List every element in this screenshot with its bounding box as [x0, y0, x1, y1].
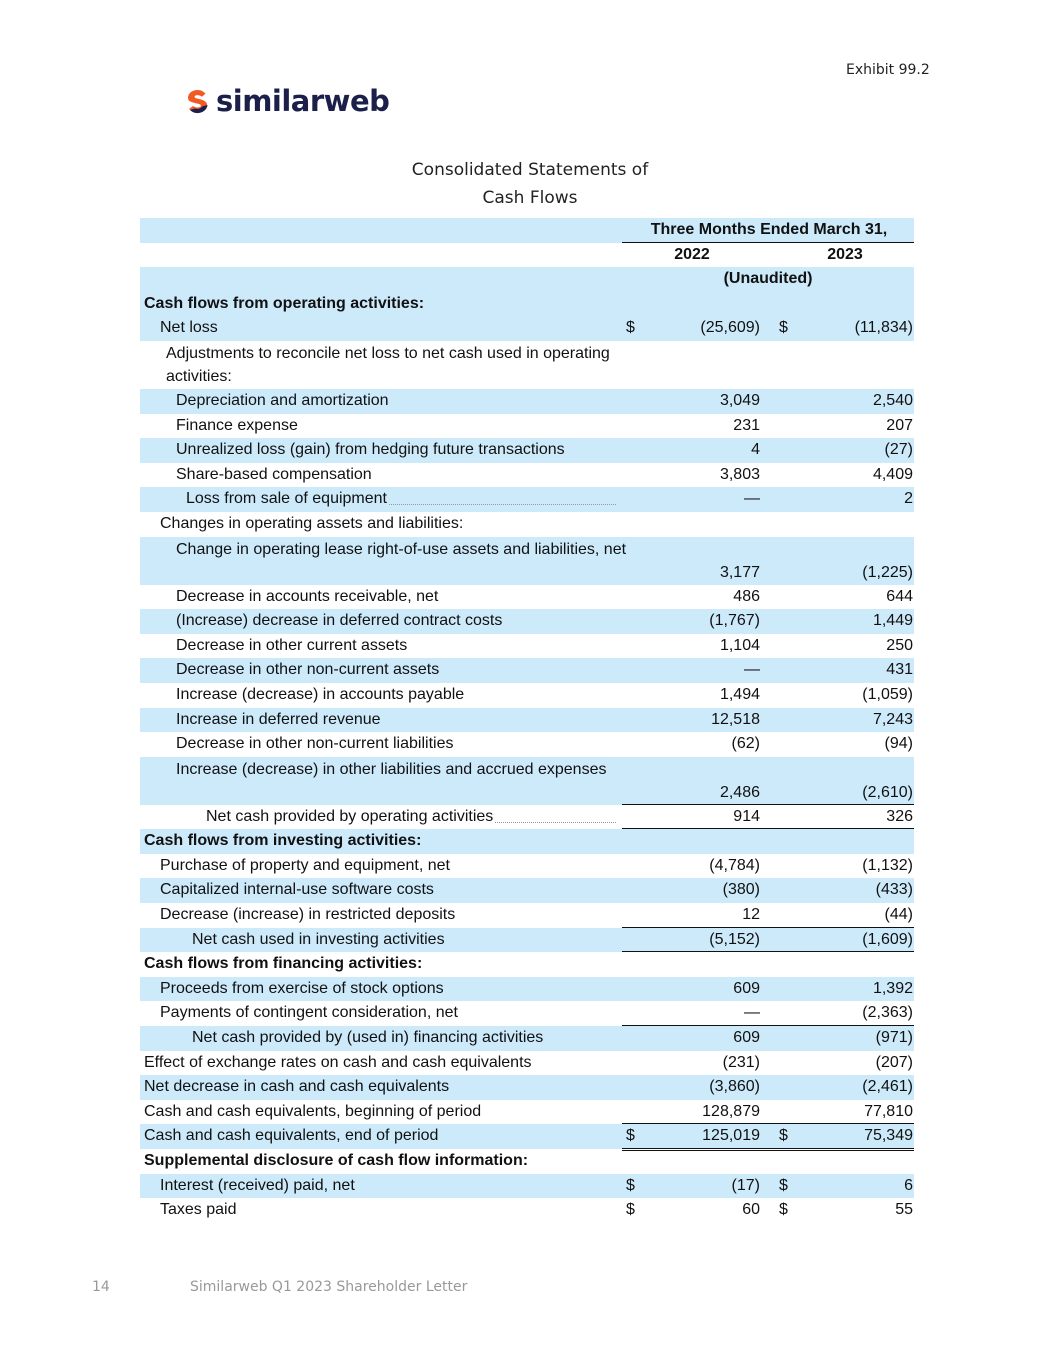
value-2023: (433) — [875, 881, 913, 899]
row-label: Cash and cash equivalents, beginning of period — [144, 1102, 482, 1120]
table-row — [140, 732, 914, 757]
row-label: Purchase of property and equipment, net — [160, 856, 450, 874]
row-label: Increase (decrease) in accounts payable — [176, 685, 465, 703]
row-label: Cash flows from operating activities: — [144, 294, 425, 312]
row-label: Effect of exchange rates on cash and cash equivalents — [144, 1053, 532, 1071]
value-2023: (2,461) — [862, 1078, 913, 1096]
value-2022: 3,049 — [719, 391, 760, 409]
row-label: Net decrease in cash and cash equivalents — [144, 1078, 450, 1096]
table-row — [140, 1001, 914, 1026]
row-label: Decrease (increase) in restricted deposits — [160, 906, 456, 924]
value-2023: (1,059) — [862, 685, 913, 703]
value-2022: (62) — [731, 735, 760, 753]
footer-text: Similarweb Q1 2023 Shareholder Letter — [190, 1279, 468, 1295]
value-2022: 1,104 — [719, 636, 760, 654]
value-2023: 2 — [904, 490, 913, 508]
value-2022: 1,494 — [719, 685, 760, 703]
leader-dots — [495, 822, 616, 823]
row-label: (Increase) decrease in deferred contract costs — [176, 612, 503, 630]
row-label: Unrealized loss (gain) from hedging future transactions — [176, 441, 565, 459]
leader-dots — [389, 504, 616, 505]
currency-symbol-2023: $ — [779, 319, 788, 337]
value-2022: (1,767) — [709, 612, 760, 630]
value-2023: 77,810 — [864, 1102, 913, 1120]
value-2023: (1,225) — [862, 563, 913, 581]
table-row — [140, 1124, 914, 1149]
currency-symbol-2023: $ — [779, 1176, 788, 1194]
period-header: Three Months Ended March 31, — [650, 221, 888, 238]
currency-symbol-2022: $ — [626, 1201, 635, 1219]
table-row — [140, 928, 914, 953]
value-2022: (380) — [722, 881, 760, 899]
currency-symbol-2022: $ — [626, 1176, 635, 1194]
table-row — [140, 683, 914, 708]
table-row — [140, 316, 914, 341]
row-label: Cash flows from investing activities: — [144, 832, 422, 850]
table-row — [140, 585, 914, 610]
row-label: Decrease in other current assets — [176, 636, 408, 654]
value-2023: (971) — [875, 1029, 913, 1047]
row-label: Finance expense — [176, 416, 298, 434]
row-label: Net cash provided by (used in) financing activities — [192, 1029, 544, 1047]
table-row — [140, 414, 914, 439]
unaudited-header: (Unaudited) — [723, 270, 813, 288]
row-label: Net cash provided by operating activities — [206, 807, 494, 825]
table-row — [140, 878, 914, 903]
similarweb-logo — [186, 84, 389, 118]
table-row — [140, 952, 914, 977]
value-2022: 2,486 — [719, 783, 760, 801]
row-label: Decrease in other non-current assets — [176, 661, 440, 679]
table-row — [140, 658, 914, 683]
year-2023-header: 2023 — [827, 245, 863, 263]
row-label: Cash and cash equivalents, end of period — [144, 1127, 439, 1145]
value-2023: 4,409 — [872, 465, 913, 483]
row-label: Taxes paid — [160, 1201, 237, 1219]
value-2023: 644 — [886, 587, 913, 605]
table-header-period-row — [140, 218, 914, 243]
row-label: Share-based compensation — [176, 465, 372, 483]
value-2023: (2,610) — [862, 783, 913, 801]
value-2022: 125,019 — [702, 1127, 760, 1145]
value-2022: (25,609) — [700, 319, 760, 337]
cash-flow-table — [140, 218, 914, 1223]
value-2023: (44) — [884, 906, 913, 924]
row-label: Proceeds from exercise of stock options — [160, 979, 444, 997]
value-2023: (11,834) — [854, 319, 913, 337]
value-2023: (1,609) — [862, 930, 913, 948]
row-label: Decrease in accounts receivable, net — [176, 587, 439, 605]
row-label: Changes in operating assets and liabilities: — [160, 514, 464, 532]
table-row — [140, 805, 914, 830]
value-2023: (2,363) — [862, 1004, 913, 1022]
value-2023: 207 — [886, 416, 913, 434]
value-2022: (3,860) — [709, 1078, 760, 1096]
value-2022: 3,803 — [719, 465, 760, 483]
table-row — [140, 757, 914, 805]
row-label: Net loss — [160, 319, 218, 337]
currency-symbol-2022: $ — [626, 1127, 635, 1145]
table-row — [140, 1100, 914, 1125]
value-2022: 609 — [733, 1029, 760, 1047]
row-label: Net cash used in investing activities — [192, 930, 445, 948]
value-2022: — — [744, 661, 760, 679]
table-row — [140, 463, 914, 488]
table-row — [140, 1174, 914, 1199]
table-row — [140, 634, 914, 659]
row-label: Depreciation and amortization — [176, 391, 389, 409]
value-2022: (5,152) — [709, 930, 760, 948]
row-label: Interest (received) paid, net — [160, 1176, 355, 1194]
logo-wordmark: similarweb — [216, 84, 390, 118]
table-row — [140, 1026, 914, 1051]
value-2022: 609 — [733, 979, 760, 997]
table-row — [140, 977, 914, 1002]
value-2022: 231 — [733, 416, 760, 434]
row-label: Decrease in other non-current liabilities — [176, 735, 454, 753]
table-row — [140, 1051, 914, 1076]
row-label: Change in operating lease right-of-use assets and liabilities, net — [176, 540, 627, 558]
table-row — [140, 854, 914, 879]
year-2022-header: 2022 — [674, 245, 710, 263]
similarweb-logo-icon — [186, 88, 210, 114]
title-line-1: Consolidated Statements of — [411, 160, 649, 180]
value-2023: 55 — [895, 1201, 913, 1219]
table-row — [140, 609, 914, 634]
value-2022: (231) — [722, 1053, 760, 1071]
table-row — [140, 1198, 914, 1223]
table-row — [140, 438, 914, 463]
value-2023: (1,132) — [862, 856, 913, 874]
value-2022: — — [744, 490, 760, 508]
value-2023: 1,449 — [872, 612, 913, 630]
value-2022: (4,784) — [709, 856, 760, 874]
value-2022: 3,177 — [719, 563, 760, 581]
value-2022: 128,879 — [702, 1102, 760, 1120]
value-2022: 60 — [742, 1201, 760, 1219]
row-label: Adjustments to reconcile net loss to net cash used in operating activities: — [166, 344, 610, 385]
value-2022: — — [744, 1004, 760, 1022]
value-2023: 6 — [904, 1176, 913, 1194]
exhibit-label: Exhibit 99.2 — [846, 62, 930, 78]
value-2023: 2,540 — [872, 391, 913, 409]
table-row — [140, 1075, 914, 1100]
table-row — [140, 341, 914, 389]
value-2023: 7,243 — [872, 710, 913, 728]
table-row — [140, 829, 914, 854]
page-number: 14 — [92, 1279, 110, 1295]
row-label: Loss from sale of equipment — [186, 490, 387, 508]
table-row — [140, 903, 914, 928]
table-row — [140, 537, 914, 585]
value-2022: 4 — [751, 441, 760, 459]
value-2022: 12,518 — [711, 710, 760, 728]
table-header-year-row — [140, 243, 914, 268]
table-row — [140, 1149, 914, 1174]
table-row — [140, 389, 914, 414]
value-2023: (94) — [884, 735, 913, 753]
statement-title — [330, 156, 730, 212]
table-header-unaudited-row — [140, 267, 914, 292]
value-2022: 486 — [733, 587, 760, 605]
value-2023: 1,392 — [872, 979, 913, 997]
value-2023: 431 — [886, 661, 913, 679]
value-2023: 250 — [886, 636, 913, 654]
value-2023: (27) — [884, 441, 913, 459]
value-2022: 12 — [742, 906, 760, 924]
value-2022: (17) — [731, 1176, 760, 1194]
table-row — [140, 292, 914, 317]
row-label: Cash flows from financing activities: — [144, 955, 423, 973]
table-row — [140, 512, 914, 537]
row-label: Increase (decrease) in other liabilities and accrued expenses — [176, 760, 607, 778]
value-2022: 914 — [733, 807, 760, 825]
currency-symbol-2023: $ — [779, 1127, 788, 1145]
value-2023: 326 — [886, 807, 913, 825]
row-label: Supplemental disclosure of cash flow information: — [144, 1152, 529, 1169]
table-row — [140, 708, 914, 733]
value-2023: 75,349 — [864, 1127, 913, 1145]
table-row — [140, 487, 914, 512]
table-body — [140, 292, 914, 1223]
row-label: Payments of contingent consideration, net — [160, 1004, 458, 1022]
currency-symbol-2022: $ — [626, 319, 635, 337]
title-line-2: Cash Flows — [482, 188, 578, 208]
row-label: Capitalized internal-use software costs — [160, 881, 434, 899]
value-2023: (207) — [875, 1053, 913, 1071]
row-label: Increase in deferred revenue — [176, 710, 381, 728]
currency-symbol-2023: $ — [779, 1201, 788, 1219]
